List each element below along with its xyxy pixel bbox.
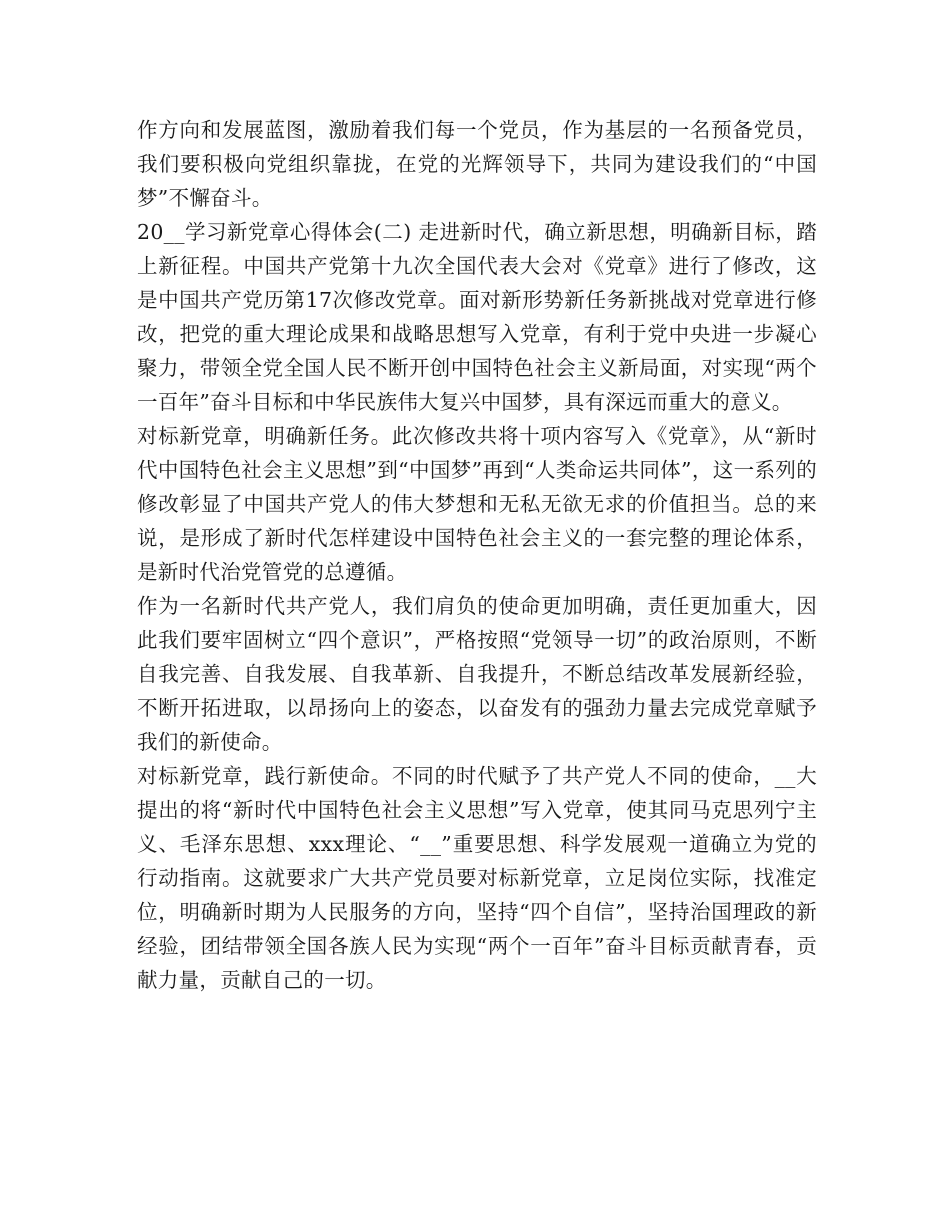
paragraph-5: 对标新党章，践行新使命。不同的时代赋予了共产党人不同的使命，__大提出的将“新时代中国特色社会主义思想”写入党章，使其同马克思列宁主义、毛泽东思想、xxx理论、“__”重要思想、科学发展观一道确立为党的行动指南。这就要求广大共产党员要对标新党章，立足岗位实际，找准定位，明确新时期为人民服务的方向，坚持“四个自信”，坚持治国理政的新经验，团结带领全国各族人民为实现“两个一百年”奋斗目标贡献青春，贡献力量，贡献自己的一切。 bbox=[137, 764, 817, 992]
paragraph-2: 20__学习新党章心得体会(二) 走进新时代，确立新思想，明确新目标，踏上新征程。中国共产党第十九次全国代表大会对《党章》进行了修改，这是中国共产党历第17次修改党章。面对新形势新任务新挑战对党章进行修改，把党的重大理论成果和战略思想写入党章，有利于党中央进一步凝心聚力，带领全党全国人民不断开创中国特色社会主义新局面，对实现“两个一百年”奋斗目标和中华民族伟大复兴中国梦，具有深远而重大的意义。 bbox=[137, 220, 817, 414]
paragraph-3: 对标新党章，明确新任务。此次修改共将十项内容写入《党章》，从“新时代中国特色社会主义思想”到“中国梦”再到“人类命运共同体”，这一系列的修改彰显了中国共产党人的伟大梦想和无私无欲无求的价值担当。总的来说，是形成了新时代怎样建设中国特色社会主义的一套完整的理论体系，是新时代治党管党的总遵循。 bbox=[137, 424, 817, 584]
paragraph-4: 作为一名新时代共产党人，我们肩负的使命更加明确，责任更加重大，因此我们要牢固树立“四个意识”，严格按照“党领导一切”的政治原则，不断自我完善、自我发展、自我革新、自我提升，不断总结改革发展新经验，不断开拓进取，以昂扬向上的姿态，以奋发有的强劲力量去完成党章赋予我们的新使命。 bbox=[137, 594, 817, 754]
paragraph-1: 作方向和发展蓝图，激励着我们每一个党员，作为基层的一名预备党员，我们要积极向党组织靠拢，在党的光辉领导下，共同为建设我们的“中国梦”不懈奋斗。 bbox=[137, 118, 817, 210]
document-body bbox=[137, 113, 817, 997]
